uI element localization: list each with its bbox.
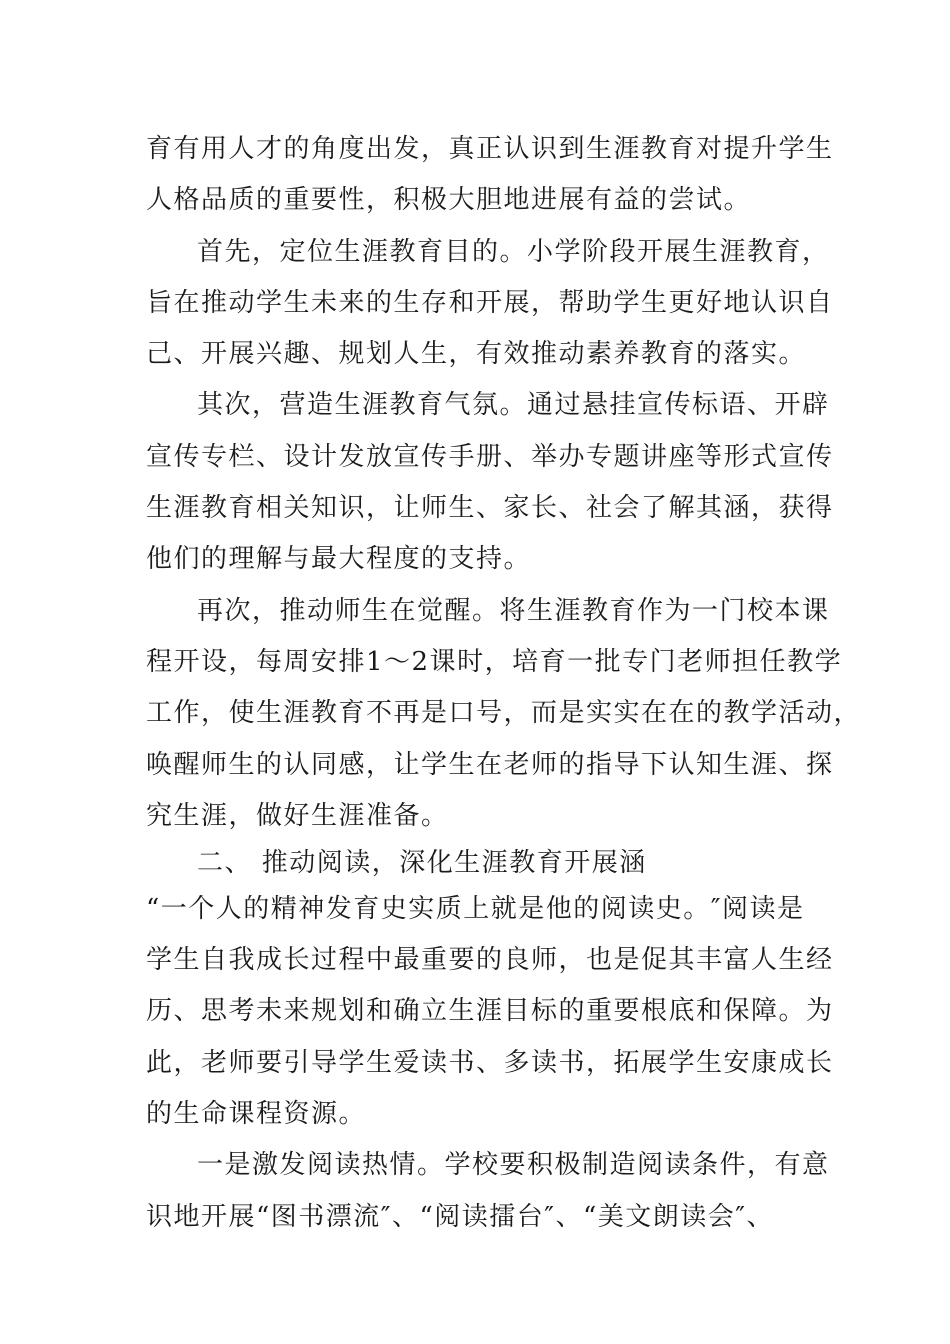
- text-line: 工作，使生涯教育不再是口号，而是实实在在的教学活动，: [146, 698, 862, 728]
- text-line: 己、开展兴趣、规划人生，有效推动素养教育的落实。: [146, 339, 807, 369]
- quote-line: “一个人的精神发育史实质上就是他的阅读史。″阅读是: [146, 894, 805, 924]
- text-line: 唤醒师生的认同感，让学生在老师的指导下认知生涯、探: [146, 750, 834, 780]
- paragraph-start: 一是激发阅读热情。学校要积极制造阅读条件，有意: [197, 1150, 830, 1180]
- text-line: 究生涯，做好生涯准备。: [146, 801, 449, 831]
- text-line: 的生命课程资源。: [146, 1099, 367, 1129]
- text-line: 学生自我成长过程中最重要的良师，也是促其丰富人生经: [146, 945, 834, 975]
- text-line: 他们的理解与最大程度的支持。: [146, 544, 532, 574]
- paragraph-start: 首先，定位生涯教育目的。小学阶段开展生涯教育，: [197, 237, 830, 267]
- text-line: 宣传专栏、设计发放宣传手册、举办专题讲座等形式宣传: [146, 442, 834, 472]
- text-line: 程开设，每周安排1～2课时，培育一批专门老师担任教学: [146, 647, 843, 677]
- section-heading: 二、 推动阅读，深化生涯教育开展涵: [197, 848, 647, 878]
- text-line: 生涯教育相关知识，让师生、家长、社会了解其涵，获得: [146, 493, 834, 523]
- paragraph-start: 其次，营造生涯教育气氛。通过悬挂宣传标语、开辟: [197, 390, 830, 420]
- text-line: 育有用人才的角度出发，真正认识到生涯教育对提升学生: [146, 134, 834, 164]
- text-line: 旨在推动学生未来的生存和开展，帮助学生更好地认识自: [146, 288, 834, 318]
- paragraph-start: 再次，推动师生在觉醒。将生涯教育作为一门校本课: [197, 596, 830, 626]
- text-line: 历、思考未来规划和确立生涯目标的重要根底和保障。为: [146, 996, 834, 1026]
- text-line: 识地开展“图书漂流″、“阅读擂台″、“美文朗读会″、: [146, 1202, 775, 1232]
- text-line: 人格品质的重要性，积极大胆地进展有益的尝试。: [146, 185, 752, 215]
- text-line: 此，老师要引导学生爱读书、多读书，拓展学生安康成长: [146, 1048, 834, 1078]
